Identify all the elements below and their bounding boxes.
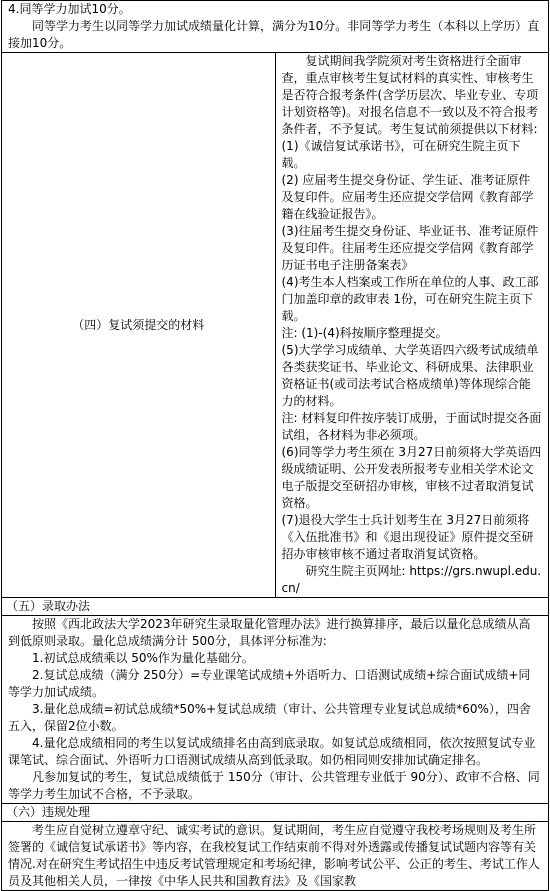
document-table bbox=[1, 0, 549, 891]
material-item: 注: 材料复印件按序装订成册，于面试时提交各面试组，各材料为非必须项。 bbox=[281, 411, 542, 442]
admission-paragraph: 按照《西北政法大学2023年研究生录取量化管理办法》进行换算排序，最后以量化总成绩从高到低原则录取。量化总成绩满分计 500分，具体评分标准为: bbox=[8, 617, 531, 648]
homepage-url: 研究生院主页网址: https://grs.nwupl.edu.cn/ bbox=[281, 564, 542, 595]
violations-header: （六）违规处理 bbox=[2, 804, 549, 822]
row-equivalent-score bbox=[2, 1, 549, 53]
violations-text: 考生应自觉树立遵章守纪、诚实考试的意识。复试期间，考生应自觉遵守我校考场规则及考生所签署的《诚信复试承诺书》等内容，在我校复试工作结束前不得对外透露或传播复试试题内容等有关情况.对在研究生考试招生中违反考试管理规定和考场纪律，影响考试公平、公正的考生、考试工作人员及其他相关人员，一律按《中华人民共和国教育法》及《国家教 bbox=[8, 823, 540, 888]
materials-content bbox=[275, 53, 549, 598]
cell-equivalent-score bbox=[2, 1, 549, 53]
violations-content bbox=[2, 822, 549, 891]
material-item: (7)退役大学生士兵计划考生在 3月27日前须将《入伍批准书》和《退出现役证》原件提交至研招办审核审核不通过者取消复试资格。 bbox=[281, 513, 534, 561]
row-violations-content bbox=[2, 822, 549, 891]
material-item: (3)往届考生提交身份证、毕业证书、准考证原件及复印件。往届考生还应提交学信网《教育部学历证书电子注册备案表》 bbox=[281, 224, 539, 272]
materials-intro: 复试期间我学院须对考生资格进行全面审查，重点审核考生复试材料的真实性、审核考生是否符合报考条件(含学历层次、毕业专业、专项计划资格等)。对报名信息不一致以及不符合报考条件者，不予复试。考生复试前须提供以下材料: bbox=[281, 54, 539, 136]
item4-title: 4.同等学力加试10分。 bbox=[8, 2, 131, 16]
admission-paragraph: 3.量化总成绩=初试总成绩*50%+复试总成绩（审计、公共管理专业复试总成绩*60%），四舍五入，保留2位小数。 bbox=[8, 702, 531, 733]
admission-paragraph: 4.量化总成绩相同的考生以复试成绩排名由高到底录取。如复试总成绩相同，依次按照复试专业课笔试、综合面试、外语听力口语测试成绩从高到低录取。如仍相同则安排加试确定排名。 bbox=[8, 736, 536, 767]
admission-header: （五）录取办法 bbox=[2, 598, 549, 616]
row-materials bbox=[2, 53, 549, 598]
material-item: (2) 应届考生提交身份证、学生证、准考证原件及复印件。应届考生还应提交学信网《教育部学籍在线验证报告》。 bbox=[281, 173, 534, 221]
material-item: (1)《诚信复试承诺书》，可在研究生院主页下载。 bbox=[281, 139, 521, 170]
admission-paragraph: 2.复试总成绩（满分 250分）=专业课笔试成绩+外语听力、口语测试成绩+综合面试成绩+同等学力加试成绩。 bbox=[8, 668, 531, 699]
admission-paragraph: 凡参加复试的考生，复试总成绩低于 150分（审计、公共管理专业低于 90分）、政审不合格、同等学力考生加试不合格，不予录取。 bbox=[8, 770, 540, 801]
row-admission-header bbox=[2, 598, 549, 616]
admission-content bbox=[2, 616, 549, 804]
row-violations-header bbox=[2, 804, 549, 822]
material-item: 注: (1)-(4)科按顺序整理提交。 bbox=[281, 326, 448, 340]
materials-label: （四）复试须提交的材料 bbox=[2, 53, 276, 598]
material-item: (5)大学学习成绩单、大学英语四六级考试成绩单各类获奖证书、毕业论文、科研成果、法律职业资格证书(或司法考试合格成绩单)等体现综合能力的材料。 bbox=[281, 343, 539, 408]
item4-text: 同等学力考生以同等学力加试成绩量化计算，满分为10分。非同等学力考生（本科以上学历）直接加10分。 bbox=[8, 19, 540, 50]
material-item: (6)同等学力考生须在 3月27日前须将大学英语四级成绩证明、公开发表所报考专业相关学术论文电子版提交至研招办审核，审核不过者取消复试资格。 bbox=[281, 445, 542, 510]
admission-paragraph: 1.初试总成绩乘以 50%作为量化基础分。 bbox=[32, 651, 254, 665]
material-item: (4)考生本人档案或工作所在单位的人事、政工部门加盖印章的政审表 1份，可在研究生院主页下载。 bbox=[281, 275, 539, 323]
row-admission-content bbox=[2, 616, 549, 804]
